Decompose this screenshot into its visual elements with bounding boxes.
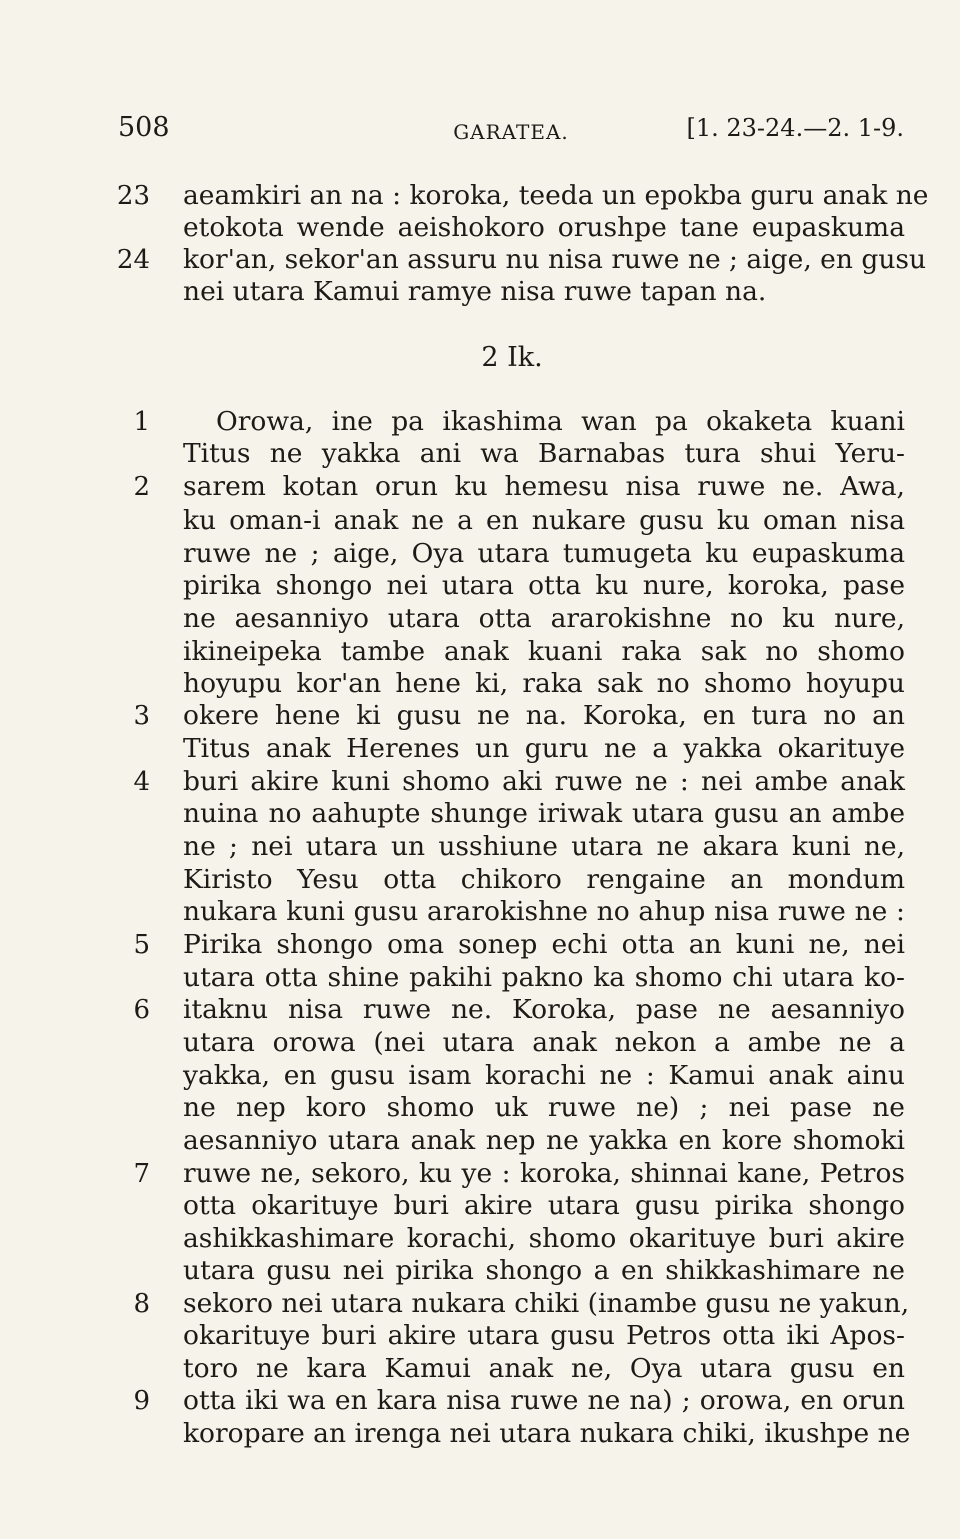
verse-number: 1: [133, 407, 150, 437]
text-line: ashikkashimare korachi, shomo okarituye buri akire: [183, 1223, 905, 1254]
text-line: Kiristo Yesu otta chikoro rengaine an mondum: [183, 864, 905, 895]
verse-number: 3: [133, 701, 150, 731]
verse-number: 7: [133, 1159, 150, 1189]
text-line: nuina no aahupte shunge iriwak utara gusu an ambe: [183, 798, 905, 829]
text-line: utara otta shine pakihi pakno ka shomo chi utara ko-: [183, 962, 905, 993]
text-line: aeamkiri an na : koroka, teeda un epokba guru anak ne: [183, 180, 929, 211]
verse-number: 23: [116, 181, 150, 211]
text-line: okarituye buri akire utara gusu Petros otta iki Apos-: [183, 1320, 905, 1351]
text-line: ne nep koro shomo uk ruwe ne) ; nei pase ne: [183, 1092, 905, 1123]
text-line: utara gusu nei pirika shongo a en shikkashimare ne: [183, 1255, 905, 1286]
text-line: otta okarituye buri akire utara gusu pirika shongo: [183, 1190, 905, 1221]
text-line: ku oman-i anak ne a en nukare gusu ku oman nisa: [183, 505, 905, 536]
verse-number: 5: [133, 930, 150, 960]
text-line: Titus anak Herenes un guru ne a yakka okarituye: [183, 733, 905, 764]
text-line: Titus ne yakka ani wa Barnabas tura shui Yeru-: [183, 438, 905, 469]
text-line: sekoro nei utara nukara chiki (inambe gusu ne yakun,: [183, 1288, 910, 1319]
verse-number: 9: [133, 1386, 150, 1416]
text-line: ne ; nei utara un usshiune utara ne akara kuni ne,: [183, 831, 905, 862]
text-line: ruwe ne ; aige, Oya utara tumugeta ku eupaskuma: [183, 538, 905, 569]
text-line: utara orowa (nei utara anak nekon a ambe ne a: [183, 1027, 905, 1058]
text-line: hoyupu kor'an hene ki, raka sak no shomo hoyupu: [183, 668, 905, 699]
text-line: ikineipeka tambe anak kuani raka sak no shomo: [183, 636, 905, 667]
text-line: kor'an, sekor'an assuru nu nisa ruwe ne ; aige, en gusu: [183, 244, 927, 275]
text-line: ne aesanniyo utara otta ararokishne no ku nure,: [183, 603, 905, 634]
text-line: Orowa, ine pa ikashima wan pa okaketa kuani: [216, 406, 905, 437]
chapter-verse-reference: [1. 23-24.—2. 1-9.: [686, 114, 904, 142]
verse-number: 2: [133, 472, 150, 502]
text-line: etokota wende aeishokoro orushpe tane eupaskuma: [183, 212, 905, 243]
text-line: nukara kuni gusu ararokishne no ahup nisa ruwe ne :: [183, 896, 905, 927]
verse-number: 4: [133, 767, 150, 797]
verse-number: 6: [133, 995, 150, 1025]
text-line: Pirika shongo oma sonep echi otta an kuni ne, nei: [183, 929, 905, 960]
text-line: nei utara Kamui ramye nisa ruwe tapan na.: [183, 276, 767, 307]
text-line: itaknu nisa ruwe ne. Koroka, pase ne aesanniyo: [183, 994, 905, 1025]
text-line: aesanniyo utara anak nep ne yakka en kore shomoki: [183, 1125, 905, 1156]
text-line: yakka, en gusu isam korachi ne : Kamui anak ainu: [183, 1060, 905, 1091]
text-line: sarem kotan orun ku hemesu nisa ruwe ne. Awa,: [183, 471, 905, 502]
text-line: toro ne kara Kamui anak ne, Oya utara gusu en: [183, 1353, 905, 1384]
chapter-heading: 2 Ik.: [481, 342, 543, 373]
running-header: [118, 112, 904, 152]
text-line: koropare an irenga nei utara nukara chiki, ikushpe ne: [183, 1418, 911, 1449]
page-number: 508: [118, 112, 170, 143]
verse-number: 8: [133, 1289, 150, 1319]
text-line: pirika shongo nei utara otta ku nure, koroka, pase: [183, 570, 905, 601]
text-line: otta iki wa en kara nisa ruwe ne na) ; orowa, en orun: [183, 1385, 905, 1416]
verse-number: 24: [116, 245, 150, 275]
running-title: GARATEA.: [453, 120, 569, 144]
text-line: buri akire kuni shomo aki ruwe ne : nei ambe anak: [183, 766, 905, 797]
text-line: okere hene ki gusu ne na. Koroka, en tura no an: [183, 700, 905, 731]
text-line: ruwe ne, sekoro, ku ye : koroka, shinnai kane, Petros: [183, 1158, 905, 1189]
